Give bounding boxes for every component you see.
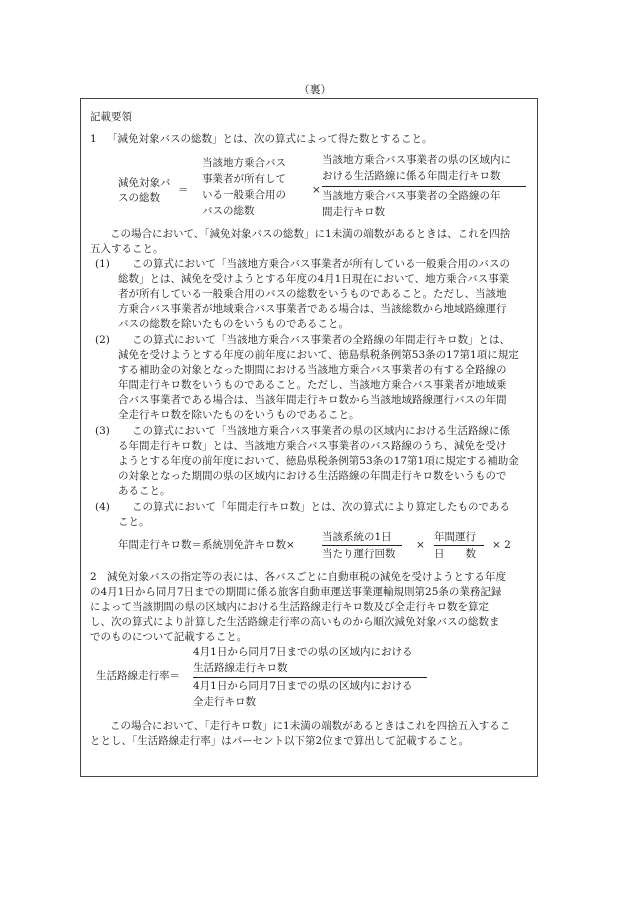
item2-line4: し、次の算式により計算した生活路線走行率の高いものから順次減免対象バスの総数ま: [90, 616, 500, 628]
formula2-lhs: 年間走行キロ数＝系統別免許キロ数×: [118, 539, 295, 551]
subitem4-line2: こと。: [118, 516, 150, 528]
item1-note-line2: 五入すること。: [90, 243, 164, 255]
subitem2-number: (2): [95, 334, 110, 346]
subitem1-line2: 総数」とは、減免を受けようとする年度の4月1日現在において、地方乗合バス事業: [118, 273, 510, 285]
subitem1-line5: バスの総数を除いたものをいうものであること。: [118, 318, 349, 330]
formula2-frac1-numerator: 当該系統の1日: [322, 531, 392, 543]
subitem2-line5: 合バス事業者である場合は、当該年間走行キロ数から当該地域路線運行バスの年間: [118, 394, 507, 406]
subitem4-line1: この算式において「年間走行キロ数」とは、次の算式により算定したものである: [132, 501, 510, 513]
formula3-denominator-line2: 全走行キロ数: [193, 696, 256, 708]
formula3-numerator-line2: 生活路線走行キロ数: [193, 662, 288, 674]
formula2-frac2-numerator: 年間運行: [434, 531, 476, 543]
formula1-times: ×: [312, 184, 321, 196]
formula2-frac2-denominator: 日 数: [434, 548, 476, 560]
formula1-mid-line4: バスの総数: [202, 205, 255, 217]
subitem2-line3: する補助金の対象となった期間における当該地方乗合バス事業者の有する全路線の: [118, 364, 507, 376]
item1-number: 1: [90, 133, 97, 145]
formula2-times: ×: [416, 539, 425, 551]
formula3-fraction-bar: [193, 677, 427, 678]
item1-note-line1: この場合において、「減免対象バスの総数」に1未満の端数があるときは、これを四捨: [110, 228, 511, 240]
subitem2-line1: この算式において「当該地方乗合バス事業者の全路線の年間走行キロ数」とは、: [132, 334, 510, 346]
item1-text: 「減免対象バスの総数」とは、次の算式によって得た数とすること。: [107, 133, 433, 145]
subitem1-line3: 者が所有している一般乗合用のバスの総数をいうものであること。ただし、当該地: [118, 288, 507, 300]
subitem2-line4: 年間走行キロ数をいうものであること。ただし、当該地方乗合バス事業者が地域乗: [118, 379, 507, 391]
item2-number: 2: [90, 571, 97, 583]
item2-note-line2: ととし、「生活路線走行率」はパーセント以下第2位まで算出して記載すること。: [90, 735, 470, 747]
formula1-lhs-line1: 減免対象バ: [118, 177, 171, 189]
formula1-equals: ＝: [178, 184, 189, 196]
subitem3-line5: あること。: [118, 485, 171, 497]
formula2-tail: × 2: [492, 539, 511, 551]
formula1-lhs-line2: スの総数: [118, 192, 160, 204]
item2-line2: の4月1日から同月7日までの期間に係る旅客自動車運送事業運輸規則第25条の業務記録: [90, 586, 502, 598]
item2-line3: によって当該期間の県の区域内における生活路線走行キロ数及び全走行キロ数を算定: [90, 601, 489, 613]
item2-note-line1: この場合において、「走行キロ数」に1未満の端数があるときはこれを四捨五入するこ: [110, 720, 511, 732]
subitem3-number: (3): [95, 425, 110, 437]
formula2-frac1-bar: [322, 545, 402, 546]
subitem3-line3: ようとする年度の前年度において、徳島県税条例第53条の17第1項に規定する補助金: [118, 455, 519, 467]
formula1-fraction-bar: [322, 186, 526, 187]
item2-line5: でのものについて記載すること。: [90, 631, 248, 643]
formula3-denominator-line1: 4月1日から同月7日までの県の区域内における: [193, 680, 413, 692]
formula2-frac2-bar: [434, 545, 484, 546]
formula1-mid-line3: いる一般乗合用の: [202, 189, 286, 201]
subitem3-line1: この算式において「当該地方乗合バス事業者の県の区域内における生活路線に係: [132, 425, 510, 437]
formula3-numerator-line1: 4月1日から同月7日までの県の区域内における: [193, 646, 413, 658]
subitem1-line1: この算式において「当該地方乗合バス事業者が所有している一般乗合用のバスの: [132, 258, 510, 270]
formula1-denominator-line1: 当該地方乗合バス事業者の全路線の年: [322, 190, 501, 202]
subitem4-number: (4): [95, 501, 110, 513]
subitem1-number: (1): [95, 258, 110, 270]
item2-line1: 減免対象バスの指定等の表には、各バスごとに自動車税の減免を受けようとする年度: [107, 571, 506, 583]
formula1-mid-line1: 当該地方乗合バス: [202, 157, 286, 169]
formula1-mid-line2: 事業者が所有して: [202, 173, 286, 185]
formula2-frac1-denominator: 当たり運行回数: [322, 548, 396, 560]
subitem2-line2: 減免を受けようとする年度の前年度において、徳島県税条例第53条の17第1項に規定: [118, 349, 519, 361]
subitem3-line4: の対象となった期間の県の区域内における生活路線の年間走行キロ数をいうもので: [118, 470, 507, 482]
subitem2-line6: 全走行キロ数を除いたものをいうものであること。: [118, 409, 360, 421]
formula1-numerator-line2: おける生活路線に係る年間走行キロ数: [322, 170, 501, 182]
section-title: 記載要領: [90, 111, 132, 123]
subitem3-line2: る年間走行キロ数」とは、当該地方乗合バス事業者のバス路線のうち、減免を受け: [118, 440, 507, 452]
formula1-denominator-line2: 間走行キロ数: [322, 206, 385, 218]
formula3-lhs: 生活路線走行率＝: [96, 670, 180, 682]
page-side-label: （裏）: [298, 83, 332, 96]
subitem1-line4: 方乗合バス事業者が地域乗合バス事業者である場合は、当該総数から地域路線運行: [118, 303, 507, 315]
formula1-numerator-line1: 当該地方乗合バス事業者の県の区域内に: [322, 154, 511, 166]
